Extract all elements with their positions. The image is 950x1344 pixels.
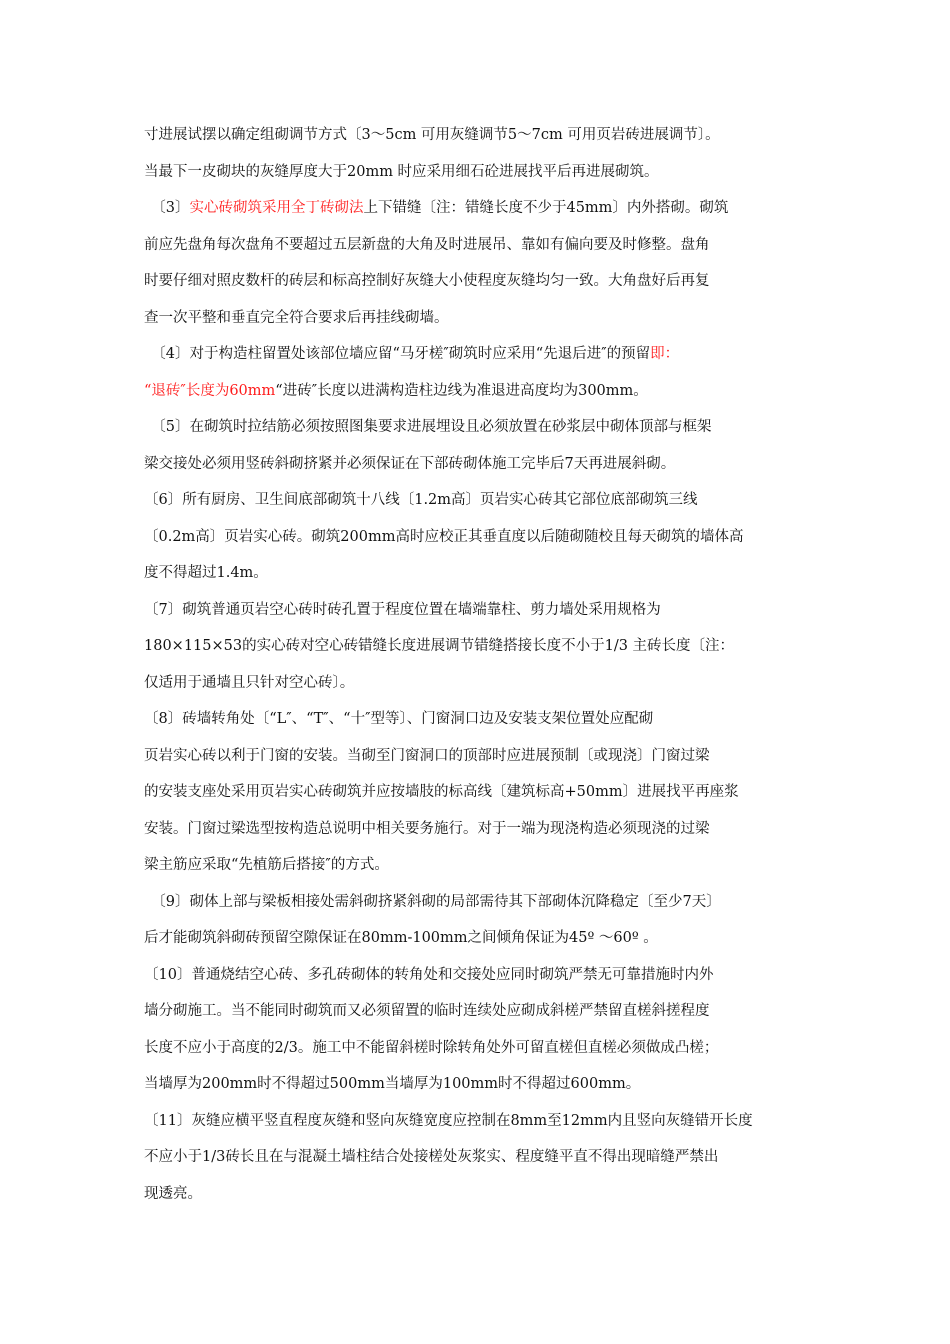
text-segment: 页岩实心砖以利于门窗的安装。当砌至门窗洞口的顶部时应进展预制〔或现浇〕门窗过梁 — [144, 747, 710, 764]
text-segment: “进砖″长度以进满构造柱边线为准退进高度均为300mm。 — [275, 382, 648, 399]
highlighted-text: 实心砖砌筑采用全丁砖砌法 — [189, 200, 364, 216]
text-line — [144, 263, 814, 300]
text-segment: 〔8〕砖墙转角处〔“L″、“T″、“十″型等〕、门窗洞口边及安装支架位置处应配砌 — [144, 711, 654, 727]
text-segment: 安装。门窗过梁选型按构造总说明中相关要务施行。对于一端为现浇构造必须现浇的过梁 — [144, 820, 710, 837]
text-segment: 查一次平整和垂直完全符合要求后再挂线砌墙。 — [144, 309, 449, 326]
text-line — [144, 373, 814, 410]
document-body — [144, 117, 814, 1212]
text-segment: 寸进展试摆以确定组砌调节方式〔3～5cm 可用灰缝调节5～7cm 可用页岩砖进展调节〕。 — [144, 127, 720, 143]
text-line — [144, 227, 814, 264]
text-segment: 现透亮。 — [144, 1185, 202, 1202]
highlighted-text: 即： — [650, 346, 680, 362]
text-segment: 当最下一皮砌块的灰缝厚度大于20mm 时应采用细石砼进展找平后再进展砌筑。 — [144, 163, 659, 180]
text-segment: 〔6〕所有厨房、卫生间底部砌筑十八线〔1.2m高〕页岩实心砖其它部位底部砌筑三线 — [144, 492, 698, 508]
text-segment: 〔11〕灰缝应横平竖直程度灰缝和竖向灰缝宽度应控制在8mm至12mm内且竖向灰缝错开长度 — [144, 1112, 753, 1129]
text-segment: 时要仔细对照皮数杆的砖层和标高控制好灰缝大小使程度灰缝均匀一致。大角盘好后再复 — [144, 273, 710, 289]
text-line — [144, 884, 814, 921]
text-line — [144, 482, 814, 519]
text-segment: 梁交接处必须用竖砖斜砌挤紧并必须保证在下部砖砌体施工完毕后7天再进展斜砌。 — [144, 455, 676, 472]
text-line — [144, 1066, 814, 1103]
text-line — [144, 628, 814, 665]
text-line — [144, 154, 814, 191]
text-segment: 〔0.2m高〕页岩实心砖。砌筑200mm高时应校正其垂直度以后随砌随校且每天砌筑的墙体高 — [144, 528, 744, 545]
text-line — [144, 300, 814, 337]
text-line — [144, 409, 814, 446]
text-line — [144, 1139, 814, 1176]
text-line — [144, 665, 814, 702]
text-segment: 〔7〕砌筑普通页岩空心砖时砖孔置于程度位置在墙端靠柱、剪力墙处采用规格为 — [144, 601, 661, 618]
text-segment: 仅适用于通墙且只针对空心砖〕。 — [144, 674, 355, 691]
text-segment: 上下错缝〔注：错缝长度不少于45mm〕内外搭砌。砌筑 — [363, 200, 729, 216]
text-segment: 180×115×53的实心砖对空心砖错缝长度进展调节错缝搭接长度不小于1/3 主砖长度〔注： — [144, 638, 735, 654]
text-segment: 〔3〕 — [144, 200, 190, 216]
text-segment: 墙分砌施工。当不能同时砌筑而又必须留置的临时连续处应砌成斜槎严禁留直槎斜搓程度 — [144, 1003, 710, 1019]
text-line — [144, 957, 814, 994]
text-line — [144, 592, 814, 629]
text-segment: 〔5〕在砌筑时拉结筋必须按照图集要求进展埋设且必须放置在砂浆层中砌体顶部与框架 — [144, 419, 712, 435]
text-segment: 梁主筋应采取“先植筋后搭接″的方式。 — [144, 857, 389, 873]
text-line — [144, 555, 814, 592]
highlighted-text: “退砖″长度为60mm — [144, 382, 276, 399]
text-line — [144, 1030, 814, 1067]
text-line — [144, 1103, 814, 1140]
text-line — [144, 1176, 814, 1213]
text-segment: 度不得超过1.4m。 — [144, 565, 268, 581]
text-line — [144, 993, 814, 1030]
text-line — [144, 519, 814, 556]
text-line — [144, 738, 814, 775]
text-line — [144, 336, 814, 373]
text-line — [144, 847, 814, 884]
text-segment: 长度不应小于高度的2/3。施工中不能留斜槎时除转角处外可留直槎但直槎必须做成凸槎； — [144, 1039, 719, 1056]
text-segment: 后才能砌筑斜砌砖预留空隙保证在80mm-100mm之间倾角保证为45º ～60º 。 — [144, 930, 658, 946]
text-segment: 〔4〕对于构造柱留置处该部位墙应留“马牙槎″砌筑时应采用“先退后进″的预留 — [144, 346, 651, 362]
text-segment: 的安装支座处采用页岩实心砖砌筑并应按墙肢的标高线〔建筑标高+50mm〕进展找平再座浆 — [144, 784, 739, 800]
text-line — [144, 117, 814, 154]
text-line — [144, 811, 814, 848]
text-segment: 〔10〕普通烧结空心砖、多孔砖砌体的转角处和交接处应同时砌筑严禁无可靠措施时内外 — [144, 966, 714, 983]
text-line — [144, 774, 814, 811]
text-segment: 不应小于1/3砖长且在与混凝土墙柱结合处接槎处灰浆实、程度缝平直不得出现暗缝严禁出 — [144, 1149, 719, 1165]
text-segment: 当墙厚为200mm时不得超过500mm当墙厚为100mm时不得超过600mm。 — [144, 1076, 641, 1092]
text-line — [144, 920, 814, 957]
text-segment: 〔9〕砌体上部与梁板相接处需斜砌挤紧斜砌的局部需待其下部砌体沉降稳定〔至少7天〕 — [144, 893, 721, 910]
text-line — [144, 446, 814, 483]
text-line — [144, 701, 814, 738]
text-line — [144, 190, 814, 227]
text-segment: 前应先盘角每次盘角不要超过五层新盘的大角及时进展吊、靠如有偏向要及时修整。盘角 — [144, 236, 710, 253]
